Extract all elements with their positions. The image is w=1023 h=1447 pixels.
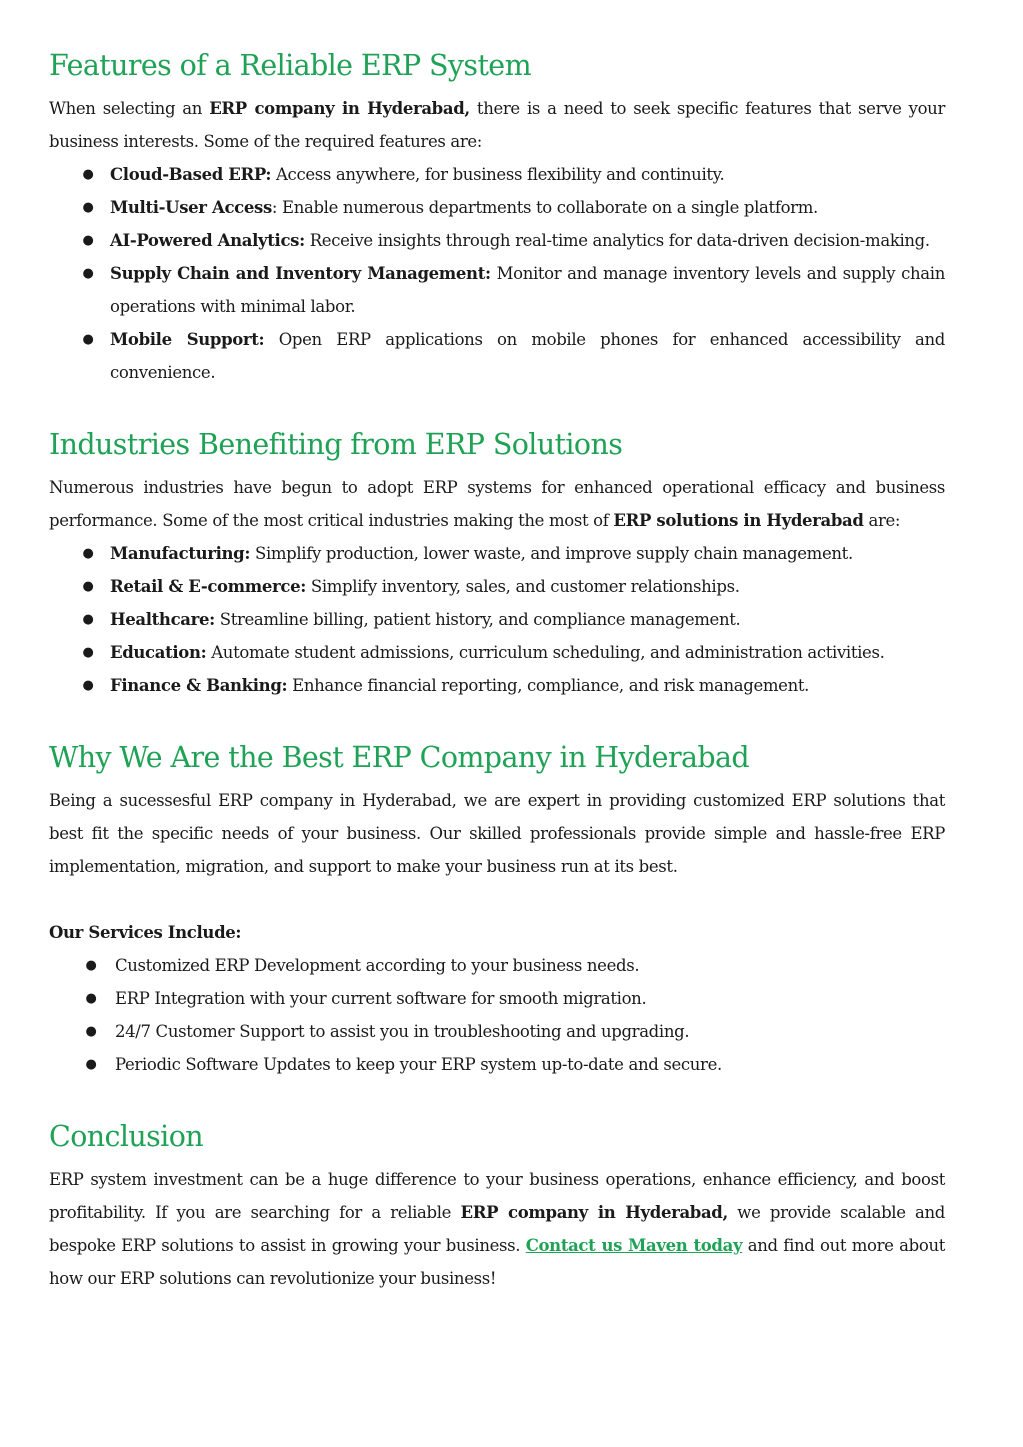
- industries-intro-bold: ERP solutions in Hyderabad: [613, 511, 864, 530]
- list-item-text: Customized ERP Development according to your business needs.: [115, 956, 640, 975]
- list-item-bold: Finance & Banking:: [110, 676, 288, 695]
- why-section: [49, 736, 945, 1081]
- industries-intro-text: Numerous industries have begun to adopt ERP systems for enhanced operational efficacy and business performance. Some of the most critical industries making the most of: [49, 478, 945, 530]
- list-item: [49, 636, 945, 669]
- list-item: [49, 323, 945, 389]
- list-item-text: Streamline billing, patient history, and compliance management.: [214, 610, 741, 629]
- list-item: [49, 537, 945, 570]
- bullet-icon: ●: [85, 1024, 97, 1039]
- list-item-text: Open ERP applications on mobile phones for enhanced accessibility and convenience.: [110, 330, 946, 382]
- conclusion-text-2: we provide scalable and bespoke ERP solutions to assist in growing your business.: [49, 1203, 945, 1255]
- industries-intro-text-after: are:: [863, 511, 901, 530]
- list-item: [49, 949, 945, 982]
- features-heading: Features of a Reliable ERP System: [49, 49, 531, 82]
- why-paragraph: Being a sucessesful ERP company in Hyderabad, we are expert in providing customized ERP solutions that best fit the specific needs of your business. Our skilled professionals provide simple and hassle-free ERP implementation, migration, and support to make your business run at its best.: [49, 791, 945, 876]
- bullet-icon: ●: [82, 266, 94, 281]
- list-item-bold: Supply Chain and Inventory Management:: [110, 264, 491, 283]
- list-item: [49, 158, 945, 191]
- bullet-icon: ●: [82, 678, 94, 693]
- list-item-bold: Manufacturing:: [110, 544, 251, 563]
- list-item: [49, 982, 945, 1015]
- bullet-icon: ●: [82, 167, 94, 182]
- list-item-text: Receive insights through real-time analytics for data-driven decision-making.: [304, 231, 930, 250]
- industries-section: [49, 423, 945, 702]
- bullet-icon: ●: [82, 332, 94, 347]
- list-item-text: Simplify inventory, sales, and customer relationships.: [305, 577, 740, 596]
- list-item-text: Periodic Software Updates to keep your ERP system up-to-date and secure.: [115, 1055, 722, 1074]
- conclusion-bold: ERP company in Hyderabad,: [460, 1203, 728, 1222]
- list-item: [49, 224, 945, 257]
- list-item-bold: Multi-User Access: [110, 198, 272, 217]
- bullet-icon: ●: [82, 579, 94, 594]
- conclusion-text: ERP system investment can be a huge difference to your business operations, enhance efficiency, and boost profitability. If you are searching for a reliable: [49, 1170, 945, 1222]
- bullet-icon: ●: [82, 200, 94, 215]
- conclusion-heading: Conclusion: [49, 1120, 204, 1153]
- bullet-icon: ●: [85, 991, 97, 1006]
- industries-list: [49, 537, 945, 702]
- list-item: [49, 570, 945, 603]
- list-item-text: 24/7 Customer Support to assist you in troubleshooting and upgrading.: [115, 1022, 690, 1041]
- list-item: [49, 669, 945, 702]
- list-item-bold: AI-Powered Analytics:: [110, 231, 305, 250]
- list-item-bold: Education:: [110, 643, 207, 662]
- conclusion-paragraph: [49, 1163, 945, 1295]
- list-item-text: Automate student admissions, curriculum scheduling, and administration activities.: [206, 643, 885, 662]
- list-item: [49, 1048, 945, 1081]
- list-item-text: Monitor and manage inventory levels and supply chain operations with minimal labor.: [110, 264, 945, 316]
- bullet-icon: ●: [82, 233, 94, 248]
- bullet-icon: ●: [82, 612, 94, 627]
- list-item: [49, 191, 945, 224]
- features-intro-bold: ERP company in Hyderabad,: [209, 99, 470, 118]
- bullet-icon: ●: [82, 645, 94, 660]
- features-list: [49, 158, 945, 389]
- conclusion-section: [49, 1115, 945, 1295]
- list-item: [49, 603, 945, 636]
- list-item-text: Simplify production, lower waste, and improve supply chain management.: [250, 544, 853, 563]
- features-intro: [49, 92, 945, 158]
- list-item-bold: Healthcare:: [110, 610, 215, 629]
- list-item-text: ERP Integration with your current software for smooth migration.: [115, 989, 647, 1008]
- industries-heading: Industries Benefiting from ERP Solutions: [49, 428, 623, 461]
- conclusion-text-3: and find out more about how our ERP solutions can revolutionize your business!: [49, 1236, 946, 1288]
- features-intro-text: When selecting an: [49, 99, 210, 118]
- list-item-bold: Retail & E-commerce:: [110, 577, 306, 596]
- list-item-text: Enhance financial reporting, compliance, and risk management.: [287, 676, 810, 695]
- list-item: [49, 257, 945, 323]
- list-item-bold: Mobile Support:: [110, 330, 265, 349]
- industries-intro: [49, 471, 945, 537]
- list-item-text: : Enable numerous departments to collaborate on a single platform.: [271, 198, 818, 217]
- list-item-bold: Cloud-Based ERP:: [110, 165, 272, 184]
- why-heading: Why We Are the Best ERP Company in Hyderabad: [49, 741, 750, 774]
- list-item-text: Access anywhere, for business flexibility and continuity.: [271, 165, 725, 184]
- bullet-icon: ●: [82, 546, 94, 561]
- services-heading: Our Services Include:: [49, 923, 242, 942]
- features-intro-text-after: there is a need to seek specific features that serve your business interests. Some of the required features are:: [49, 99, 946, 151]
- list-item: [49, 1015, 945, 1048]
- bullet-icon: ●: [85, 958, 97, 973]
- features-section: [49, 44, 945, 389]
- services-list: [49, 949, 945, 1081]
- contact-us-link[interactable]: Contact us Maven today: [525, 1236, 743, 1255]
- bullet-icon: ●: [85, 1057, 97, 1072]
